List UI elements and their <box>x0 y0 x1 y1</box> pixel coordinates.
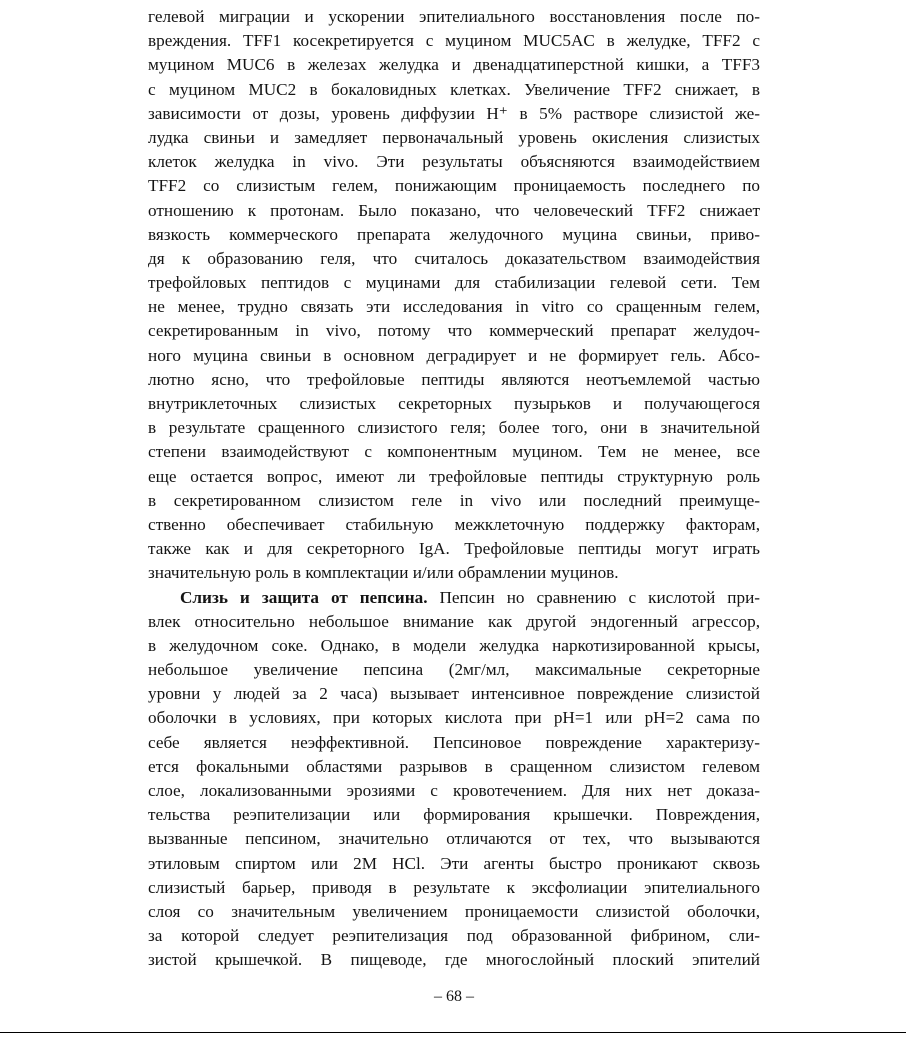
text-line: лютно ясно, что трефойловые пептиды являются неотъемлемой частью <box>148 369 760 389</box>
text-line: клеток желудка in vivo. Эти результаты объясняются взаимодействием <box>148 152 760 172</box>
text-line: TFF2 со слизистым гелем, понижающим проницаемость последнего по <box>148 176 760 196</box>
text-line: тельства реэпителизации или формирования крышечки. Повреждения, <box>148 805 760 825</box>
body-text <box>148 5 760 973</box>
text-line: вязкость коммерческого препарата желудочного муцина свиньи, приво- <box>148 224 760 244</box>
page-number: – 68 – <box>434 988 474 1005</box>
text-line: значительную роль в комплектации и/или обрамлении муцинов. <box>148 563 619 583</box>
text-line: в результате сращенного слизистого геля; более того, они в значительной <box>148 418 760 438</box>
text-line: трефойловых пептидов с муцинами для стабилизации гелевой сети. Тем <box>148 273 760 293</box>
text-line: оболочки в условиях, при которых кислота при pH=1 или pH=2 сама по <box>148 708 760 728</box>
text-line: небольшое увеличение пепсина (2мг/мл, максимальные секреторные <box>148 660 760 680</box>
section-first-line <box>148 586 760 610</box>
text-line: в секретированном слизистом геле in vivo или последний преимуще- <box>148 490 760 510</box>
text-line: муцином MUC6 в железах желудка и двенадцатиперстной кишки, а TFF3 <box>148 55 760 75</box>
section-heading: Слизь и защита от пепсина. <box>180 587 428 607</box>
text-line: вреждения. TFF1 косекретируется с муцином MUC5AC в желудке, TFF2 с <box>148 31 760 51</box>
document-page <box>148 0 760 1044</box>
text-line: зистой крышечкой. В пищеводе, где многослойный плоский эпителий <box>148 950 760 970</box>
text-line: степени взаимодействуют с компонентным муцином. Тем не менее, все <box>148 442 760 462</box>
text-line: дя к образованию геля, что считалось доказательством взаимодействия <box>148 248 760 268</box>
section-first-line-text: Пепсин но сравнению с кислотой при- <box>427 587 760 607</box>
text-line: себе является неэффективной. Пепсиновое повреждение характеризу- <box>148 732 760 752</box>
text-line: ственно обеспечивает стабильную межклеточную поддержку факторам, <box>148 514 760 534</box>
text-line: ного муцина свиньи в основном деградирует и не формирует гель. Абсо- <box>148 345 760 365</box>
text-line: влек относительно небольшое внимание как другой эндогенный агрессор, <box>148 611 760 631</box>
text-line: слизистый барьер, приводя в результате к эксфолиации эпителиального <box>148 877 760 897</box>
text-line: секретированным in vivo, потому что коммерческий препарат желудоч- <box>148 321 760 341</box>
text-line: зависимости от дозы, уровень диффузии H⁺ в 5% растворе слизистой же- <box>148 103 760 123</box>
text-line: за которой следует реэпителизация под образованной фибрином, сли- <box>148 926 760 946</box>
text-line: вызванные пепсином, значительно отличаются от тех, что вызываются <box>148 829 760 849</box>
text-line: лудка свиньи и замедляет первоначальный уровень окисления слизистых <box>148 127 760 147</box>
text-line: ется фокальными областями разрывов в сращенном слизистом гелевом <box>148 756 760 776</box>
text-line: отношению к протонам. Было показано, что человеческий TFF2 снижает <box>148 200 760 220</box>
text-line: уровни у людей за 2 часа) вызывает интенсивное повреждение слизистой <box>148 684 760 704</box>
text-line: с муцином MUC2 в бокаловидных клетках. Увеличение TFF2 снижает, в <box>148 79 760 99</box>
paragraph-1 <box>148 5 760 586</box>
scan-edge-divider <box>0 1032 906 1033</box>
text-line: гелевой миграции и ускорении эпителиального восстановления после по- <box>148 7 760 26</box>
paragraph-2 <box>148 586 760 973</box>
text-line: в желудочном соке. Однако, в модели желудка наркотизированной крысы, <box>148 635 760 655</box>
text-line: также как и для секреторного IgA. Трефойловые пептиды могут играть <box>148 539 760 559</box>
text-line: слоя со значительным увеличением проницаемости слизистой оболочки, <box>148 901 760 921</box>
text-line: еще остается вопрос, имеют ли трефойловые пептиды структурную роль <box>148 466 760 486</box>
text-line: этиловым спиртом или 2М HCl. Эти агенты быстро проникают сквозь <box>148 853 760 873</box>
text-line: не менее, трудно связать эти исследования in vitro со сращенным гелем, <box>148 297 760 317</box>
text-line: слое, локализованными эрозиями с кровотечением. Для них нет доказа- <box>148 781 760 800</box>
text-line: внутриклеточных слизистых секреторных пузырьков и получающегося <box>148 394 760 413</box>
